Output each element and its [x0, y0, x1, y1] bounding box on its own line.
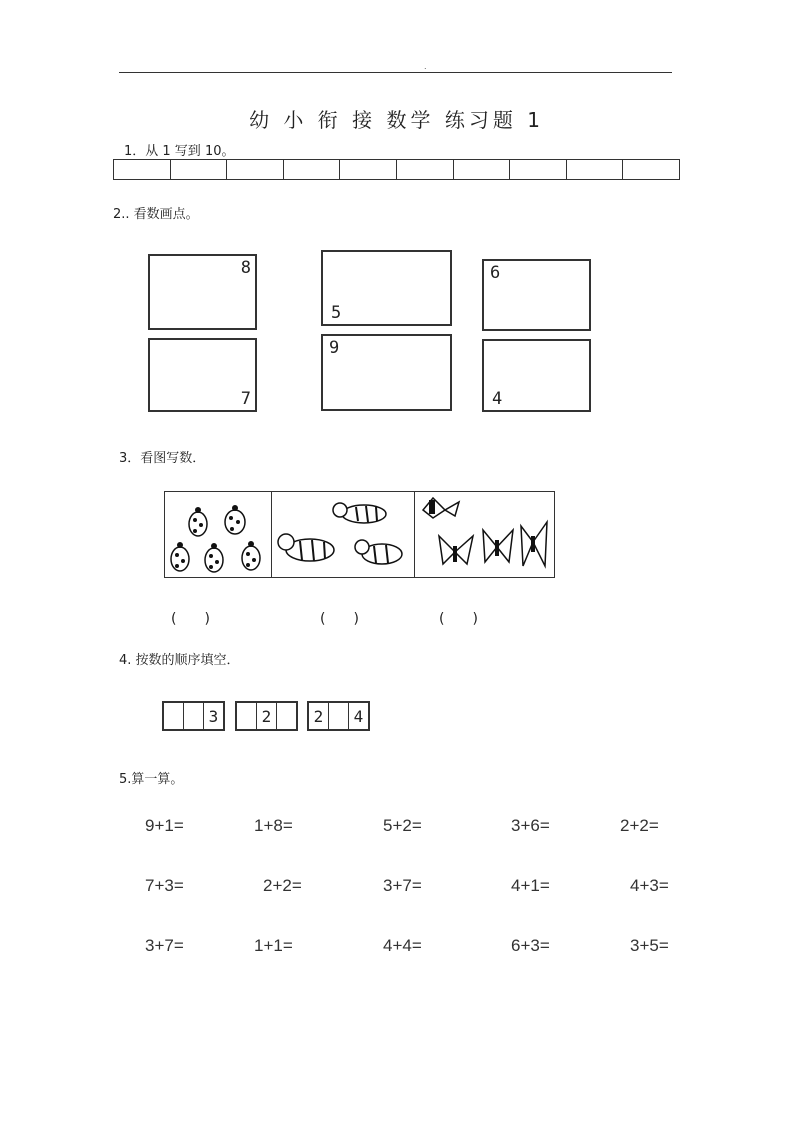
answer-blank[interactable]: ( ): [171, 611, 210, 627]
dot-box-number: 8: [240, 258, 251, 278]
answer-blank[interactable]: ( ): [439, 611, 478, 627]
dot-box[interactable]: [482, 339, 591, 412]
sequence-cell[interactable]: [237, 703, 257, 729]
equation[interactable]: 4+3=: [630, 876, 669, 895]
write-cell[interactable]: [340, 160, 397, 179]
write-cell[interactable]: [454, 160, 511, 179]
dot-box[interactable]: [321, 334, 452, 411]
cat-group-icon: [272, 492, 415, 577]
dot-box[interactable]: [482, 259, 591, 331]
dot-box-number: 7: [240, 389, 251, 409]
question-3-label: 3．看图写数．: [119, 451, 206, 466]
dot-box[interactable]: [321, 250, 452, 326]
sequence-group: [162, 701, 225, 731]
question-5-label: 5.算一算。: [119, 772, 184, 787]
equation[interactable]: 4+1=: [511, 876, 550, 895]
equation[interactable]: 3+5=: [630, 936, 669, 955]
sequence-cell[interactable]: [329, 703, 349, 729]
header-rule: [119, 72, 672, 73]
write-cell[interactable]: [623, 160, 679, 179]
dot-box-number: 6: [490, 263, 501, 283]
equation[interactable]: 3+7=: [145, 936, 184, 955]
write-cell[interactable]: [397, 160, 454, 179]
equation[interactable]: 1+1=: [254, 936, 293, 955]
write-cell[interactable]: [284, 160, 341, 179]
header-mark: .: [424, 62, 427, 71]
question-4-label: 4. 按数的顺序填空．: [119, 653, 240, 668]
equation[interactable]: 7+3=: [145, 876, 184, 895]
sequence-cell: 3: [208, 707, 219, 726]
dot-box-number: 4: [492, 389, 503, 409]
sequence-cell[interactable]: [277, 703, 296, 729]
equation[interactable]: 9+1=: [145, 816, 184, 835]
dot-box[interactable]: [148, 254, 257, 330]
write-cell[interactable]: [114, 160, 171, 179]
sequence-cell: 2: [309, 703, 329, 729]
question-2-label: 2.. 看数画点。: [113, 207, 199, 222]
page-title: 幼 小 衔 接 数学 练习题 1: [249, 108, 544, 132]
equation[interactable]: 3+7=: [383, 876, 422, 895]
sequence-group: [307, 701, 370, 731]
dot-box[interactable]: [148, 338, 257, 412]
sequence-group: [235, 701, 298, 731]
write-cell[interactable]: [227, 160, 284, 179]
write-cell[interactable]: [567, 160, 624, 179]
equation[interactable]: 5+2=: [383, 816, 422, 835]
equation[interactable]: 1+8=: [254, 816, 293, 835]
write-cell[interactable]: [510, 160, 567, 179]
write-cell[interactable]: [171, 160, 228, 179]
ladybug-group-icon: [165, 492, 272, 577]
equation[interactable]: 3+6=: [511, 816, 550, 835]
sequence-cell: 4: [353, 707, 364, 726]
equation[interactable]: 2+2=: [263, 876, 302, 895]
write-grid: [113, 159, 680, 180]
answer-blank[interactable]: ( ): [320, 611, 359, 627]
dot-box-number: 9: [329, 338, 340, 358]
equation[interactable]: 2+2=: [620, 816, 659, 835]
dot-box-number: 5: [331, 303, 342, 323]
butterfly-group-icon: [415, 492, 556, 577]
equation[interactable]: 4+4=: [383, 936, 422, 955]
question-1-label: 1．从 1 写到 10。: [124, 144, 235, 159]
sequence-cell[interactable]: [164, 703, 184, 729]
sequence-cell: 2: [257, 703, 277, 729]
picture-strip: [164, 491, 555, 578]
sequence-cell[interactable]: [184, 703, 204, 729]
equation[interactable]: 6+3=: [511, 936, 550, 955]
